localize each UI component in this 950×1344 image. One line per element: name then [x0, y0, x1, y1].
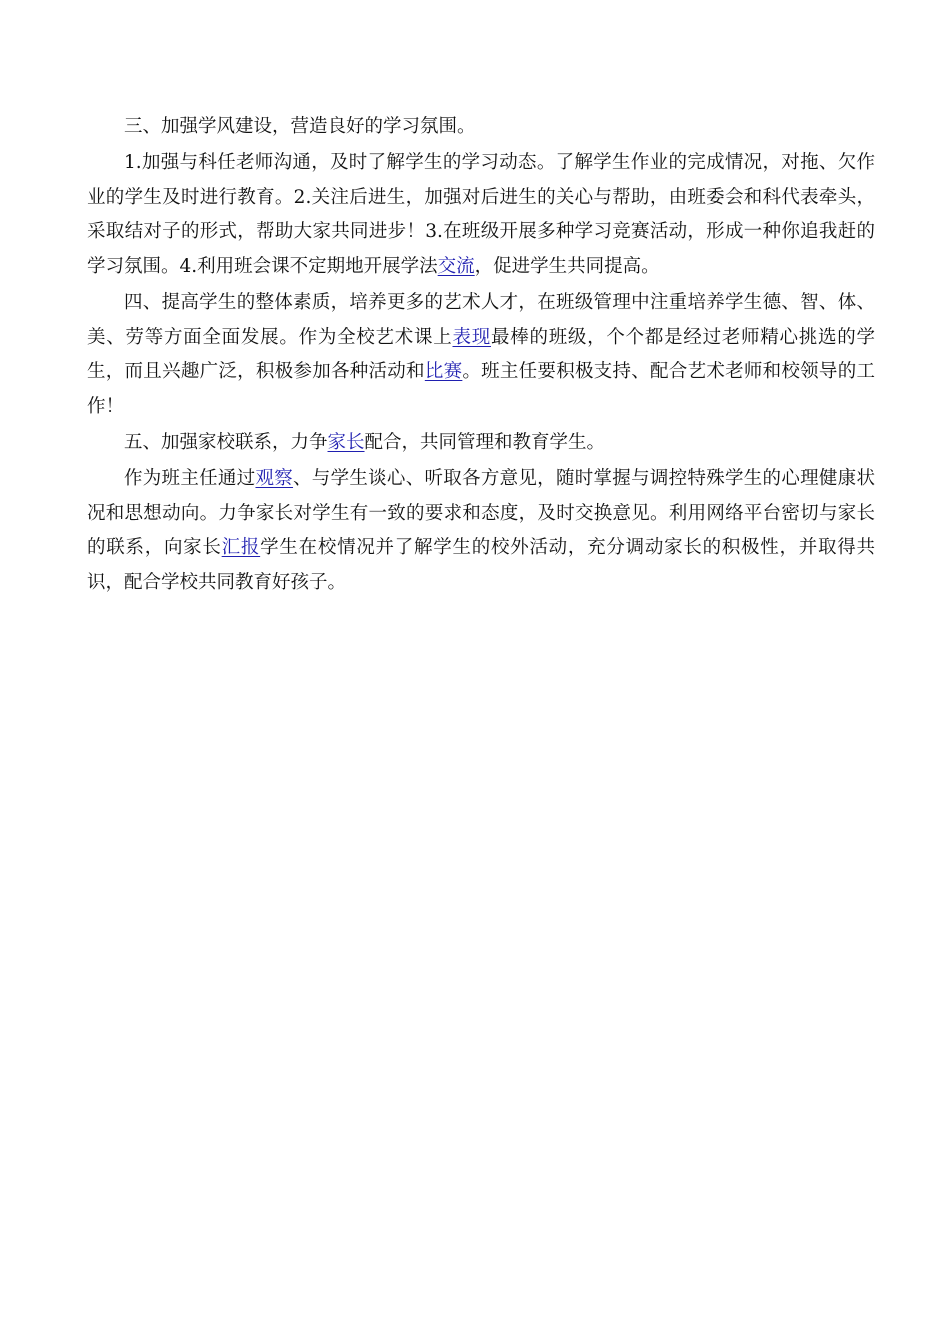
paragraph — [87, 146, 875, 284]
paragraph-text: 学生在校情况并了解学生的校外活动，充分调动家长的积极性，并取得共识，配合学校共同教育好孩子。 — [87, 537, 875, 593]
paragraph — [87, 426, 875, 461]
paragraph — [87, 462, 875, 600]
paragraph-text: 。班主任要积极支持、配合艺术老师和校领导的工作！ — [87, 361, 875, 417]
document-body — [87, 110, 875, 600]
inline-link[interactable]: 表现 — [452, 326, 491, 348]
paragraph-text: 、与学生谈心、听取各方意见，随时掌握与调控特殊学生的心理健康状况和思想动向。力争家长对学生有一致的要求和态度，及时交换意见。利用网络平台密切与家长的联系，向家长 — [87, 467, 875, 559]
inline-link[interactable]: 汇报 — [221, 537, 261, 559]
paragraph-text: 三、加强学风建设，营造良好的学习氛围。 — [124, 116, 476, 137]
inline-link[interactable]: 交流 — [437, 255, 475, 277]
paragraph-text: 作为班主任通过 — [124, 467, 256, 489]
inline-link[interactable]: 观察 — [255, 467, 294, 489]
paragraph-text: 四、提高学生的整体素质，培养更多的艺术人才，在班级管理中注重培养学生德、智、体、美、劳等方面全面发展。作为全校艺术课上 — [87, 291, 875, 348]
paragraph-text: 五、加强家校联系，力争 — [124, 431, 328, 453]
inline-link[interactable]: 家长 — [327, 431, 365, 453]
paragraph-text: 配合，共同管理和教育学生。 — [364, 431, 606, 453]
inline-link[interactable]: 比赛 — [424, 361, 463, 383]
paragraph-text: 最棒的班级，个个都是经过老师精心挑选的学生，而且兴趣广泛，积极参加各种活动和 — [87, 326, 875, 383]
paragraph-text: ，促进学生共同提高。 — [474, 255, 660, 277]
paragraph — [87, 286, 875, 424]
paragraph-text: 1.加强与科任老师沟通，及时了解学生的学习动态。了解学生作业的完成情况，对拖、欠作业的学生及时进行教育。2.关注后进生，加强对后进生的关心与帮助，由班委会和科代表牵头，采取结对子的形式，帮助大家共同进步！3.在班级开展多种学习竞赛活动，形成一种你追我赶的学习氛围。4.利用班会课不定期地开展学法 — [87, 152, 875, 277]
paragraph — [87, 110, 875, 145]
